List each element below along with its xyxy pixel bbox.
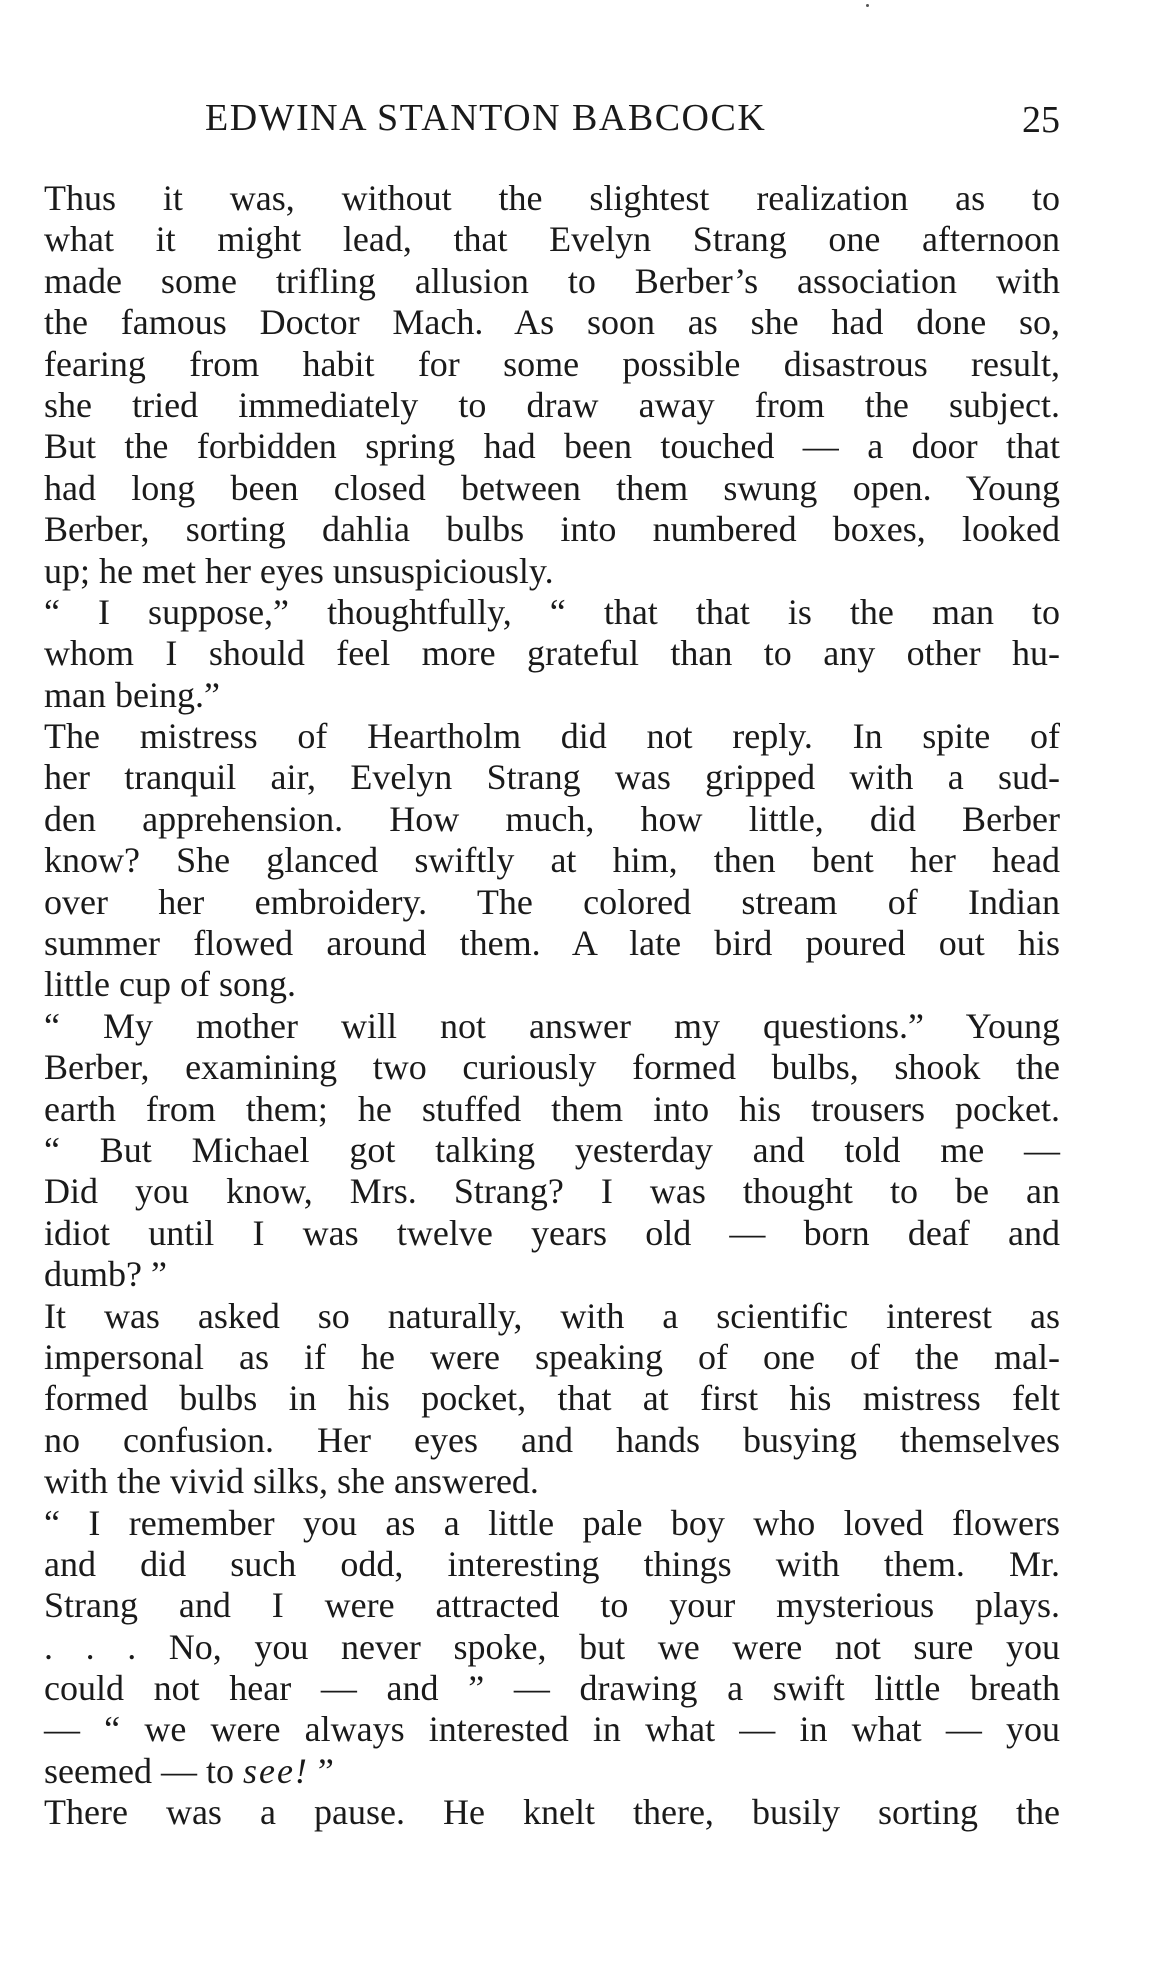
running-head — [40, 96, 1060, 150]
text-line: man being.” — [44, 674, 220, 715]
text-line: with the vivid silks, she answered. — [44, 1461, 539, 1502]
text-line: . . . No, you never spoke, but we were not sure you — [44, 1626, 1060, 1667]
text-line: But the forbidden spring had been touched — a door that — [44, 426, 1060, 467]
text-line: whom I should feel more grateful than to any other hu- — [44, 633, 1060, 674]
text-line: fearing from habit for some possible disastrous result, — [44, 343, 1060, 384]
text-line: It was asked so naturally, with a scientific interest as — [44, 1295, 1060, 1336]
text-line: know? She glanced swiftly at him, then bent her head — [44, 840, 1060, 881]
text-line: The mistress of Heartholm did not reply. In spite of — [44, 716, 1060, 757]
text-line: earth from them; he stuffed them into his trousers pocket. — [44, 1088, 1060, 1129]
text-line: Strang and I were attracted to your mysterious plays. — [44, 1585, 1060, 1626]
running-title: EDWINA STANTON BABCOCK — [205, 97, 767, 139]
text-line: had long been closed between them swung open. Young — [44, 467, 1060, 508]
text-line: dumb? ” — [44, 1254, 167, 1295]
text-line: what it might lead, that Evelyn Strang one afternoon — [44, 219, 1060, 260]
text-line: no confusion. Her eyes and hands busying themselves — [44, 1419, 1060, 1460]
text-line: Thus it was, without the slightest realization as to — [44, 178, 1060, 218]
text-line: her tranquil air, Evelyn Strang was gripped with a sud- — [44, 757, 1060, 798]
text-line: she tried immediately to draw away from the subject. — [44, 384, 1060, 425]
text-line: idiot until I was twelve years old — born deaf and — [44, 1212, 1060, 1253]
text-line: little cup of song. — [44, 964, 296, 1005]
text-line: There was a pause. He knelt there, busily sorting the — [44, 1792, 1060, 1833]
text-line: — “ we were always interested in what — in what — you — [44, 1709, 1060, 1750]
text-line: over her embroidery. The colored stream of Indian — [44, 881, 1060, 922]
text-line: “ But Michael got talking yesterday and told me — — [44, 1129, 1060, 1170]
ink-speck — [866, 4, 869, 7]
text-line: den apprehension. How much, how little, did Berber — [44, 798, 1060, 839]
text-line: and did such odd, interesting things with them. Mr. — [44, 1543, 1060, 1584]
text-line: Did you know, Mrs. Strang? I was thought to be an — [44, 1171, 1060, 1212]
text-line: impersonal as if he were speaking of one of the mal- — [44, 1336, 1060, 1377]
text-line: “ I remember you as a little pale boy who loved flowers — [44, 1502, 1060, 1543]
page-number: 25 — [1022, 99, 1060, 141]
body-text — [44, 178, 1060, 1834]
text-line: Berber, sorting dahlia bulbs into numbered boxes, looked — [44, 509, 1060, 550]
text-line: could not hear — and ” — drawing a swift little breath — [44, 1668, 1060, 1709]
text-line: “ I suppose,” thoughtfully, “ that that is the man to — [44, 591, 1060, 632]
text-line: formed bulbs in his pocket, that at first his mistress felt — [44, 1378, 1060, 1419]
text-line: the famous Doctor Mach. As soon as she had done so, — [44, 302, 1060, 343]
text-line: made some trifling allusion to Berber’s association with — [44, 260, 1060, 301]
text-line: Berber, examining two curiously formed bulbs, shook the — [44, 1047, 1060, 1088]
text-line: summer flowed around them. A late bird poured out his — [44, 923, 1060, 964]
text-line: up; he met her eyes unsuspiciously. — [44, 550, 554, 591]
text-line: “ My mother will not answer my questions.” Young — [44, 1005, 1060, 1046]
text-line: seemed — to see! ” — [44, 1750, 334, 1791]
